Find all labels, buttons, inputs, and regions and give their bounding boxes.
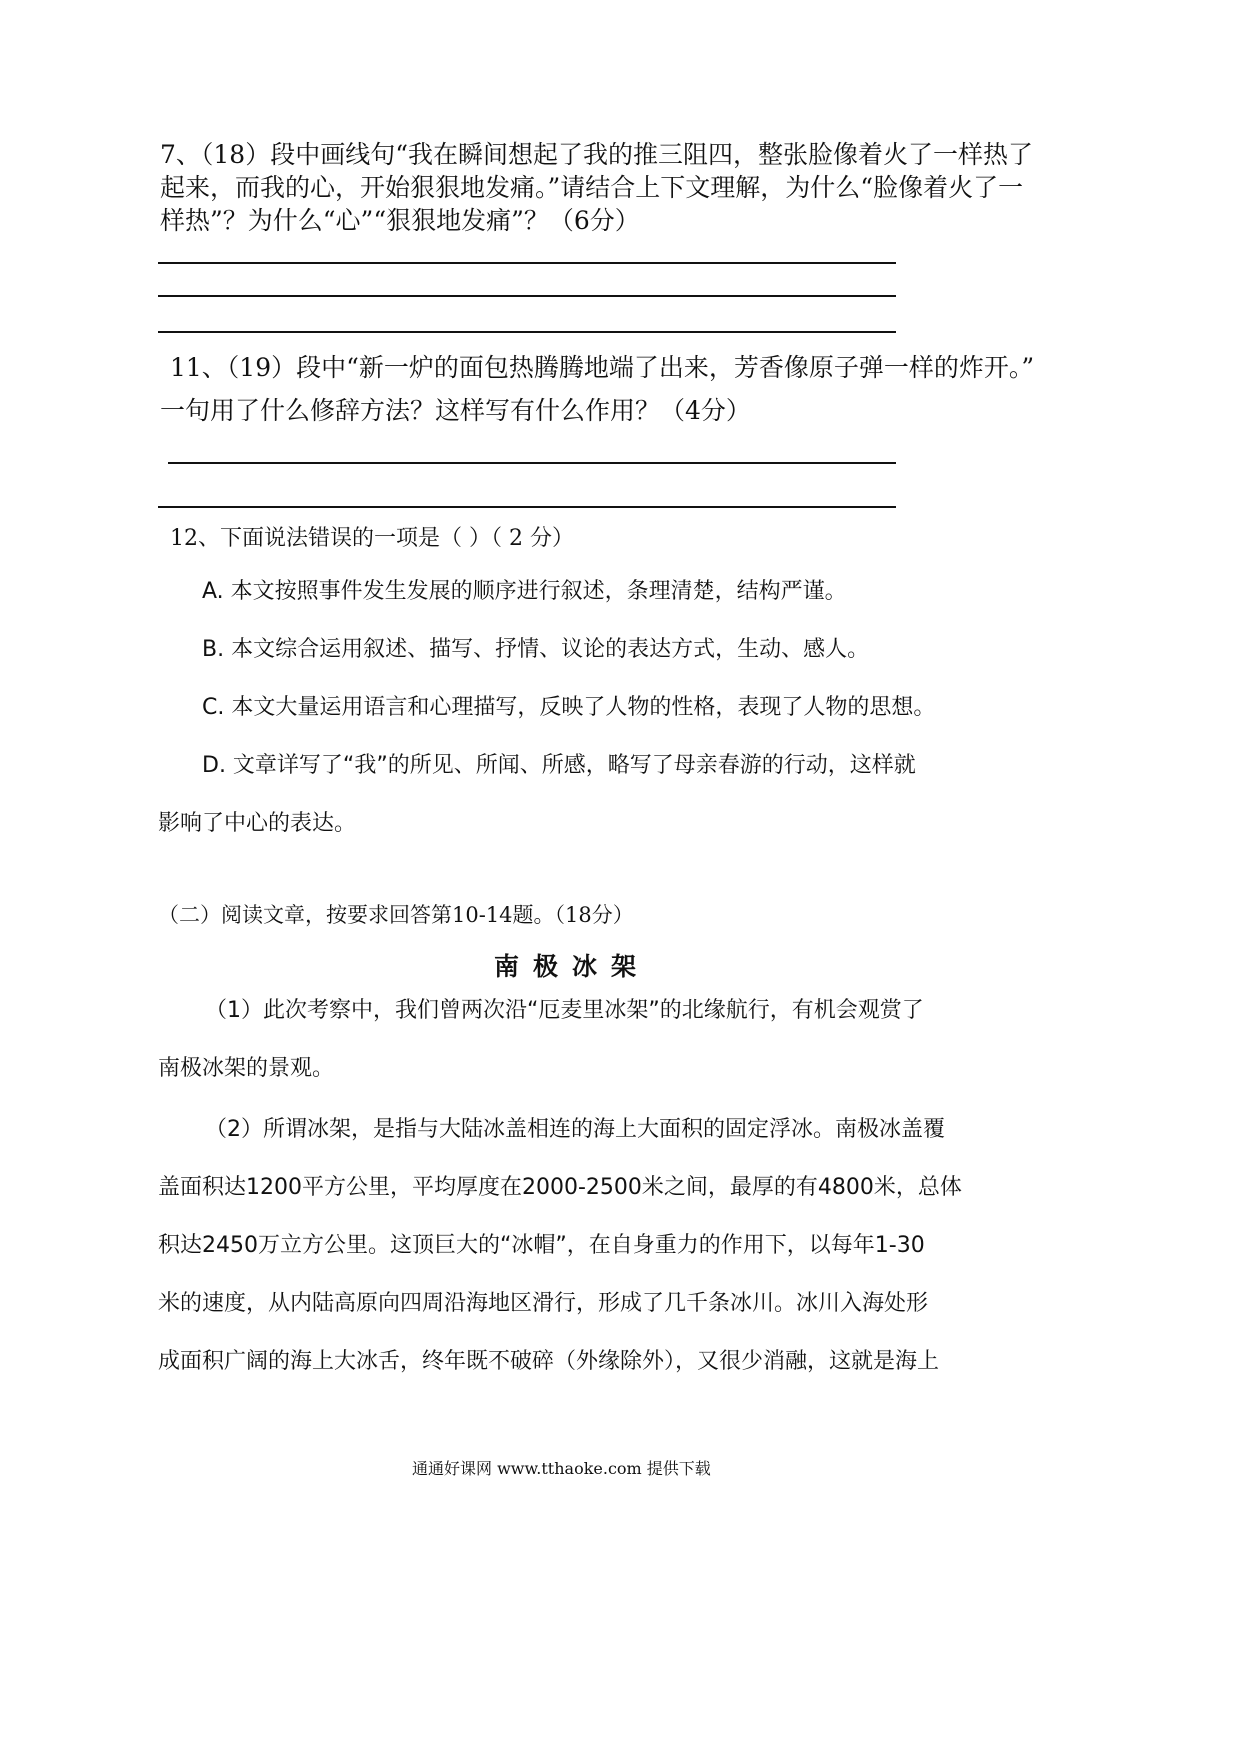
q12-option-d-line-1: D. 文章详写了“我”的所见、所闻、所感，略写了母亲春游的行动，这样就 [202,753,916,778]
q12-option-c: C. 本文大量运用语言和心理描写，反映了人物的性格，表现了人物的思想。 [202,695,936,720]
answer-line[interactable] [158,295,896,297]
answer-line[interactable] [158,331,896,333]
q7-line-2: 起来，而我的心，开始狠狠地发痛。”请结合上下文理解，为什么“脸像着火了一 [160,173,1024,202]
q12-option-d-line-2: 影响了中心的表达。 [158,811,357,836]
p1-line-1: （1）此次考察中，我们曾两次沿“厄麦里冰架”的北缘航行，有机会观赏了 [205,998,924,1023]
answer-line[interactable] [168,462,896,464]
answer-line[interactable] [158,262,896,264]
q12-option-b: B. 本文综合运用叙述、描写、抒情、议论的表达方式，生动、感人。 [202,637,870,662]
p2-line-4: 米的速度，从内陆高原向四周沿海地区滑行，形成了几千条冰川。冰川入海处形 [158,1291,929,1316]
p2-line-1: （2）所谓冰架，是指与大陆冰盖相连的海上大面积的固定浮冰。南极冰盖覆 [205,1117,945,1142]
q12-option-a: A. 本文按照事件发生发展的顺序进行叙述，条理清楚，结构严谨。 [202,579,847,604]
q11-line-1: 11、（19）段中“新一炉的面包热腾腾地端了出来，芳香像原子弹一样的炸开。” [170,353,1035,382]
section2-intro: （二）阅读文章，按要求回答第10-14题。（18分） [158,903,634,927]
q11-line-2: 一句用了什么修辞方法？这样写有什么作用？（4分） [160,396,751,425]
q12-stem: 12、下面说法错误的一项是（ ）（ 2 分） [170,526,574,551]
page-footer: 通通好课网 www.tthaoke.com 提供下载 [412,1459,711,1478]
p1-line-2: 南极冰架的景观。 [158,1056,335,1081]
answer-line[interactable] [158,506,896,508]
article-title: 南极冰架 [494,952,651,981]
q7-line-3: 样热”？为什么“心”“狠狠地发痛”？（6分） [160,206,640,235]
q7-line-1: 7、（18）段中画线句“我在瞬间想起了我的推三阻四，整张脸像着火了一样热了 [160,140,1034,169]
p2-line-5: 成面积广阔的海上大冰舌，终年既不破碎（外缘除外），又很少消融，这就是海上 [158,1349,940,1374]
p2-line-2: 盖面积达1200平方公里，平均厚度在2000-2500米之间，最厚的有4800米，总体 [158,1175,962,1200]
p2-line-3: 积达2450万立方公里。这顶巨大的“冰帽”，在自身重力的作用下，以每年1-30 [158,1233,925,1258]
